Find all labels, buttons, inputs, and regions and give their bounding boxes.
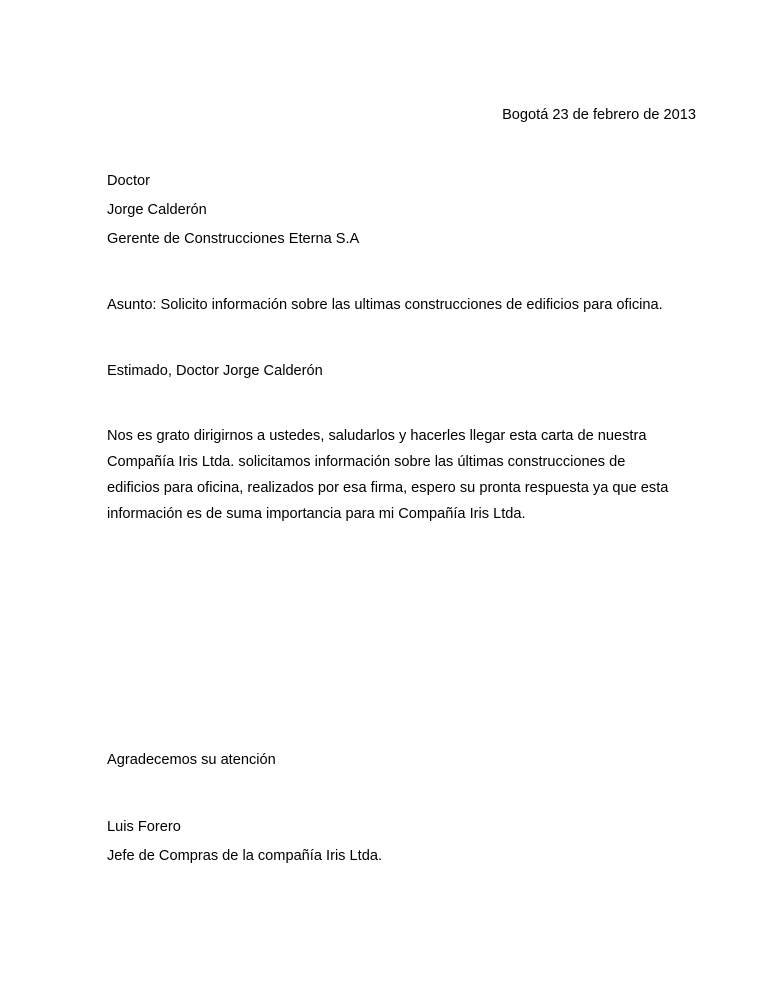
letter-date: Bogotá 23 de febrero de 2013: [502, 107, 696, 123]
letter-subject: Asunto: Solicito información sobre las ultimas construcciones de edificios para oficina.: [107, 297, 663, 313]
body-line: Compañía Iris Ltda. solicitamos información sobre las últimas construcciones de: [107, 454, 626, 470]
body-line: información es de suma importancia para mi Compañía Iris Ltda.: [107, 506, 526, 522]
letter-closing: Agradecemos su atención: [107, 752, 276, 768]
recipient-title: Doctor: [107, 173, 150, 189]
body-line: edificios para oficina, realizados por esa firma, espero su pronta respuesta ya que esta: [107, 480, 669, 496]
recipient-name: Jorge Calderón: [107, 202, 207, 218]
recipient-position: Gerente de Construcciones Eterna S.A: [107, 231, 360, 247]
letter-salutation: Estimado, Doctor Jorge Calderón: [107, 363, 323, 379]
body-line: Nos es grato dirigirnos a ustedes, saludarlos y hacerles llegar esta carta de nuestra: [107, 428, 647, 444]
sender-position: Jefe de Compras de la compañía Iris Ltda.: [107, 848, 382, 864]
sender-name: Luis Forero: [107, 819, 181, 835]
